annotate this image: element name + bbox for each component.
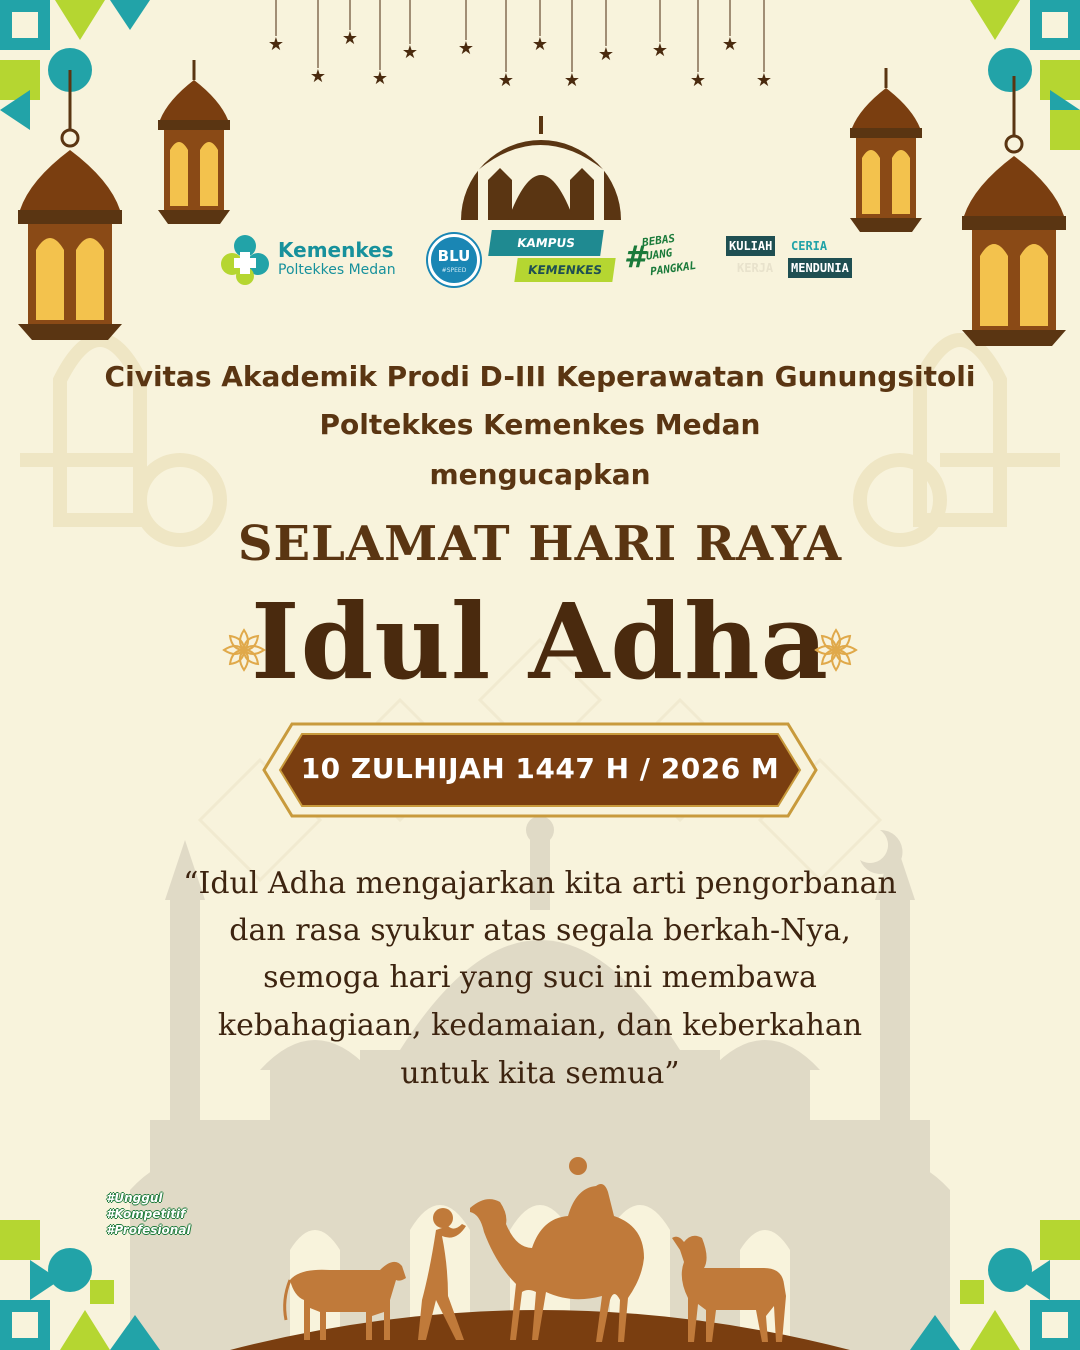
bebas-line-2: UANG	[645, 246, 674, 263]
hashtag-unggul: #Unggul	[106, 1191, 163, 1205]
svg-text:★: ★	[341, 28, 359, 49]
quote-line-3: semoga hari yang suci ini membawa	[263, 960, 817, 995]
flower-ornament-icon	[812, 626, 860, 674]
kerja-text: KERJA	[737, 261, 774, 275]
svg-text:★: ★	[755, 70, 773, 90]
flower-ornament-icon	[220, 626, 268, 674]
blu-logo	[428, 234, 480, 286]
svg-text:★: ★	[689, 70, 707, 90]
blu-subtitle: #SPEED	[441, 267, 467, 274]
date-text: 10 ZULHIJAH 1447 H / 2026 M	[300, 752, 780, 785]
bebas-uang-pangkal-logo	[622, 226, 732, 286]
headline-idul-adha: Idul Adha	[250, 580, 830, 703]
lantern-icon	[154, 60, 234, 230]
star-icon	[250, 0, 810, 90]
bebas-line-3: PANGKAL	[649, 258, 698, 279]
quote-line-5: untuk kita semua”	[400, 1056, 680, 1091]
kemenkes-subtitle: Poltekkes Medan	[278, 262, 396, 278]
hashtag-profesional: #Profesional	[106, 1223, 191, 1237]
hashtag-kompetitif: #Kompetitif	[106, 1207, 186, 1221]
headline-selamat: SELAMAT HARI RAYA	[237, 516, 843, 572]
kemenkes-label: KEMENKES	[514, 258, 615, 282]
logo-row	[0, 222, 1080, 292]
svg-text:★: ★	[267, 34, 285, 55]
quote-line-2: dan rasa syukur atas segala berkah-Nya,	[229, 913, 851, 948]
animal-scene	[0, 1140, 1080, 1350]
greeting-line-1: Civitas Akademik Prodi D-III Keperawatan Gunungsitoli	[104, 360, 976, 393]
svg-text:★: ★	[721, 34, 739, 55]
svg-text:★: ★	[371, 68, 389, 89]
quote-line-1: “Idul Adha mengajarkan kita arti pengorbanan	[183, 866, 897, 901]
bebas-hash: #	[624, 240, 645, 275]
ceria-text: CERIA	[791, 239, 828, 253]
bebas-line-1: BEBAS	[641, 231, 676, 250]
kuliah-text: KULIAH	[726, 236, 775, 256]
lantern-icon	[10, 70, 130, 360]
kampus-label: KAMPUS	[488, 230, 604, 256]
kemenkes-logo	[218, 228, 418, 288]
svg-text:★: ★	[597, 44, 615, 65]
kemenkes-name: Kemenkes	[278, 238, 394, 262]
kampus-kemenkes-logo	[486, 230, 616, 284]
svg-text:★: ★	[497, 70, 515, 90]
kemenkes-emblem-icon	[218, 232, 272, 286]
mendunia-text: MENDUNIA	[788, 258, 852, 278]
lantern-icon	[846, 68, 926, 238]
blu-text: BLU	[437, 247, 471, 265]
greeting-line-2: Poltekkes Kemenkes Medan	[319, 408, 761, 441]
svg-text:★: ★	[457, 38, 475, 59]
hashtag-list	[106, 1190, 216, 1238]
lantern-icon	[954, 76, 1074, 366]
greeting-line-3: mengucapkan	[429, 458, 651, 491]
kuliah-ceria-logo	[726, 234, 876, 282]
mosque-dome-icon	[458, 102, 624, 220]
svg-text:★: ★	[563, 70, 581, 90]
quote-line-4: kebahagiaan, kedamaian, dan keberkahan	[217, 1008, 863, 1043]
svg-text:★: ★	[531, 34, 549, 55]
svg-text:★: ★	[309, 66, 327, 87]
svg-text:★: ★	[401, 42, 419, 63]
svg-text:★: ★	[651, 40, 669, 61]
